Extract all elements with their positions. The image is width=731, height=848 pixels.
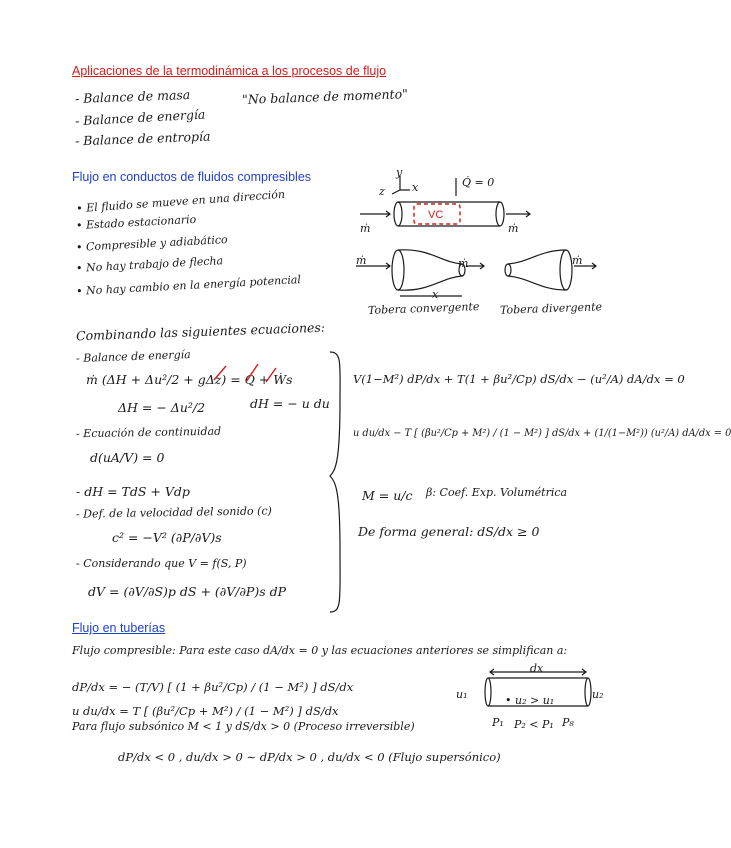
enthalpy-differential-eq: dH = − u du xyxy=(250,396,330,411)
mass-flow-div-out: ṁ xyxy=(572,254,583,267)
heading-applications: Aplicaciones de la termodinámica a los procesos de flujo xyxy=(72,64,387,78)
assumption-item: • Estado estacionario xyxy=(75,212,197,233)
mass-flow-conv-out: ṁ xyxy=(458,257,469,270)
control-volume-box xyxy=(414,204,460,224)
pipe-inlet-end xyxy=(394,202,402,226)
pipe-p8-label: P₈ xyxy=(562,716,574,729)
pressure-gradient-eq: dP/dx = − (T/V) [ (1 + βu²/Cp) / (1 − M²) ] dS/dx xyxy=(72,680,354,694)
pipe-outlet-end xyxy=(496,202,504,226)
pipe-u2-label: u₂ xyxy=(592,688,604,701)
balance-energy: - Balance de energía xyxy=(74,106,206,129)
assumption-item: • El fluido se mueve en una dirección xyxy=(75,187,286,216)
pipe-p1-label: P₁ xyxy=(492,716,504,729)
assumption-item: • No hay cambio en la energía potencial xyxy=(75,273,302,298)
right-equation-1: V(1−M²) dP/dx + T(1 + βu²/Cp) dS/dx − (u²/A) dA/dx = 0 xyxy=(353,372,685,386)
heading-pipe-flow: Flujo en tuberías xyxy=(72,621,166,635)
balance-mass: - Balance de masa xyxy=(74,86,191,107)
pipe-bottom-inlet xyxy=(485,678,491,706)
equation-brace xyxy=(330,352,340,612)
mass-flow-in-label: ṁ xyxy=(360,222,371,235)
converging-nozzle-label: Tobera convergente xyxy=(367,300,480,317)
velocity-gradient-eq: u du/dx = T [ (βu²/Cp + M²) / (1 − M²) ] dS/dx xyxy=(72,704,339,718)
mass-flow-out-label: ṁ xyxy=(508,222,519,235)
no-momentum-note: "No balance de momento" xyxy=(241,86,409,107)
axis-lines xyxy=(400,176,410,190)
continuity-equation: d(uA/V) = 0 xyxy=(90,450,165,465)
energy-balance-equation: ṁ (ΔH + Δu²/2 + gΔz) = Q̇ + Ẇs xyxy=(86,372,293,387)
pipe-bottom-walls xyxy=(488,678,588,706)
gibbs-equation: - dH = TdS + Vdp xyxy=(76,484,190,499)
nozzle-length-label: x xyxy=(432,288,439,301)
flow-result: dP/dx < 0 , du/dx > 0 ∼ dP/dx > 0 , du/dx < 0 (Flujo supersónico) xyxy=(118,750,501,764)
subsonic-condition: Para flujo subsónico M < 1 y dS/dx > 0 (Proceso irreversible) xyxy=(72,720,415,733)
mass-flow-conv-in: ṁ xyxy=(356,254,367,267)
control-volume-label: VC xyxy=(428,209,444,221)
heading-compressible-flow: Flujo en conductos de fluidos compresibles xyxy=(72,170,312,184)
pipe-dx-label: dx xyxy=(530,662,544,675)
assumption-item: • Compresible y adiabático xyxy=(75,233,228,254)
diverging-outlet xyxy=(560,250,572,290)
pipe-flow-intro: Flujo compresible: Para este caso dA/dx = 0 y las ecuaciones anteriores se simplifican a: xyxy=(72,644,568,657)
combining-heading: Combinando las siguientes ecuaciones: xyxy=(75,319,326,344)
beta-definition: β: Coef. Exp. Volumétrica xyxy=(426,486,568,499)
sound-speed-equation: c² = −V² (∂P/∂V)s xyxy=(112,530,222,545)
enthalpy-velocity-eq: ΔH = − Δu²/2 xyxy=(118,400,206,415)
energy-balance-title: - Balance de energía xyxy=(75,348,191,365)
assumption-item: • No hay trabajo de flecha xyxy=(75,254,224,275)
volume-differential-eq: dV = (∂V/∂S)p dS + (∂V/∂P)s dP xyxy=(88,584,287,599)
mach-number-def: M = u/c xyxy=(362,488,413,503)
diverging-nozzle-label: Tobera divergente xyxy=(499,300,603,317)
converging-nozzle-walls xyxy=(398,250,462,290)
pipe-p2-label: P₂ < P₁ xyxy=(514,718,554,731)
considering-title: - Considerando que V = f(S, P) xyxy=(76,557,247,570)
axis-z-label: z xyxy=(379,185,385,198)
axis-x-label: x xyxy=(412,181,419,194)
heat-zero-label: Q̇ = 0 xyxy=(462,176,495,189)
diverging-inlet xyxy=(505,264,511,276)
pipe-bottom-outlet xyxy=(585,678,591,706)
diverging-nozzle-walls xyxy=(508,250,566,290)
converging-inlet xyxy=(392,250,404,290)
sound-speed-title: - Def. de la velocidad del sonido (c) xyxy=(75,504,272,521)
axis-y-label: y xyxy=(396,166,403,179)
continuity-title: - Ecuación de continuidad xyxy=(75,424,222,441)
pipe-u1-label: u₁ xyxy=(456,688,468,701)
balance-entropy: - Balance de entropía xyxy=(74,128,211,149)
pipe-velocity-note: • u₂ > u₁ xyxy=(505,694,555,707)
strike-through-marks xyxy=(214,364,276,382)
converging-outlet xyxy=(459,264,465,276)
right-equation-2: u du/dx − T [ (βu²/Cp + M²) / (1 − M²) ] dS/dx + (1/(1−M²)) (u²/A) dA/dx = 0 xyxy=(353,428,731,439)
general-form: De forma general: dS/dx ≥ 0 xyxy=(358,524,540,539)
axis-z-line xyxy=(392,190,400,194)
